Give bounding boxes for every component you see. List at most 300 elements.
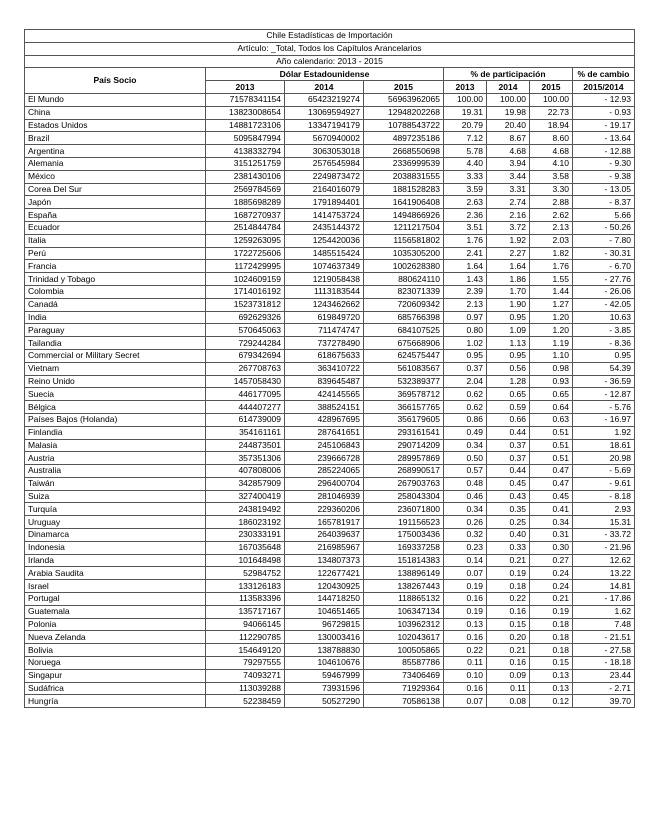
share-2014-cell: 0.21 <box>487 554 530 567</box>
country-name-cell: Hungría <box>25 695 206 708</box>
share-2013-cell: 0.19 <box>444 605 487 618</box>
usd-2013-cell: 154649120 <box>206 644 285 657</box>
usd-2013-cell: 167035648 <box>206 541 285 554</box>
table-row <box>25 106 635 119</box>
usd-2015-cell: 293161541 <box>364 426 444 439</box>
usd-2014-cell: 1414753724 <box>285 209 364 222</box>
usd-2013-cell: 133126183 <box>206 580 285 593</box>
share-2015-cell: 0.27 <box>530 554 573 567</box>
usd-2013-cell: 342857909 <box>206 477 285 490</box>
share-2014-cell: 20.40 <box>487 119 530 132</box>
share-2014-cell: 0.44 <box>487 465 530 478</box>
share-2014-cell: 0.44 <box>487 426 530 439</box>
usd-2014-cell: 2435144372 <box>285 221 364 234</box>
country-name-cell: Australia <box>25 465 206 478</box>
share-2015-cell: 1.10 <box>530 349 573 362</box>
change-2015-2014-cell: 12.62 <box>573 554 635 567</box>
share-2013-cell: 0.16 <box>444 631 487 644</box>
share-2013-cell: 0.32 <box>444 529 487 542</box>
usd-2013-cell: 614739009 <box>206 413 285 426</box>
share-2013-cell: 0.14 <box>444 554 487 567</box>
country-name-cell: Sudáfrica <box>25 682 206 695</box>
share-2015-cell: 0.15 <box>530 657 573 670</box>
share-2014-cell: 0.16 <box>487 657 530 670</box>
country-name-cell: Singapur <box>25 669 206 682</box>
change-2015-2014-cell: 54.39 <box>573 362 635 375</box>
usd-2015-cell: 1494866926 <box>364 209 444 222</box>
usd-2013-cell: 101648498 <box>206 554 285 567</box>
report-period: Año calendario: 2013 - 2015 <box>25 55 635 68</box>
share-2015-cell: 4.68 <box>530 145 573 158</box>
country-name-cell: Brazil <box>25 132 206 145</box>
usd-2013-cell: 14881723106 <box>206 119 285 132</box>
share-2014-cell: 0.15 <box>487 618 530 631</box>
table-row <box>25 247 635 260</box>
usd-2013-cell: 1722725606 <box>206 247 285 260</box>
table-row <box>25 580 635 593</box>
usd-2013-cell: 3151251759 <box>206 157 285 170</box>
change-2015-2014-cell: - 21.96 <box>573 541 635 554</box>
share-2013-cell: 0.07 <box>444 567 487 580</box>
share-2013-cell: 0.86 <box>444 413 487 426</box>
usd-2015-cell: 71929364 <box>364 682 444 695</box>
change-2015-2014-cell: - 27.76 <box>573 273 635 286</box>
usd-2014-cell: 138788830 <box>285 644 364 657</box>
usd-2013-cell: 186023192 <box>206 516 285 529</box>
usd-2014-cell: 1243462662 <box>285 298 364 311</box>
usd-2013-cell: 71578341154 <box>206 93 285 106</box>
usd-2014-cell: 287641651 <box>285 426 364 439</box>
change-2015-2014-cell: - 12.93 <box>573 93 635 106</box>
usd-2015-cell: 258043304 <box>364 490 444 503</box>
share-2013-cell: 0.26 <box>444 516 487 529</box>
country-name-cell: Arabia Saudita <box>25 567 206 580</box>
share-2014-cell: 8.67 <box>487 132 530 145</box>
share-2013-cell: 0.23 <box>444 541 487 554</box>
usd-2015-cell: 720609342 <box>364 298 444 311</box>
share-2015-cell: 0.47 <box>530 465 573 478</box>
share-2014-cell: 0.35 <box>487 503 530 516</box>
share-2014-cell: 0.37 <box>487 439 530 452</box>
usd-2015-cell: 175003436 <box>364 529 444 542</box>
usd-2013-cell: 135717167 <box>206 605 285 618</box>
share-2014-cell: 1.28 <box>487 375 530 388</box>
usd-2015-cell: 12948202268 <box>364 106 444 119</box>
usd-2015-cell: 675668906 <box>364 337 444 350</box>
change-2015-2014-cell: 1.62 <box>573 605 635 618</box>
share-2014-cell: 0.66 <box>487 413 530 426</box>
share-2014-header: 2014 <box>487 81 530 94</box>
share-2014-cell: 3.31 <box>487 183 530 196</box>
country-name-cell: Trinidad y Tobago <box>25 273 206 286</box>
usd-2014-cell: 13347194179 <box>285 119 364 132</box>
change-period-header: 2015/2014 <box>573 81 635 94</box>
table-row <box>25 285 635 298</box>
table-row <box>25 375 635 388</box>
share-2014-cell: 0.43 <box>487 490 530 503</box>
table-row <box>25 260 635 273</box>
share-2013-cell: 100.00 <box>444 93 487 106</box>
share-2015-cell: 1.19 <box>530 337 573 350</box>
share-2015-cell: 0.18 <box>530 618 573 631</box>
share-2013-cell: 0.34 <box>444 439 487 452</box>
country-name-cell: Italia <box>25 234 206 247</box>
table-row <box>25 145 635 158</box>
change-2015-2014-cell: - 12.88 <box>573 145 635 158</box>
share-2014-cell: 1.70 <box>487 285 530 298</box>
usd-2014-cell: 73931596 <box>285 682 364 695</box>
country-name-cell: Japón <box>25 196 206 209</box>
share-2013-cell: 1.76 <box>444 234 487 247</box>
share-2014-cell: 2.74 <box>487 196 530 209</box>
usd-2013-cell: 74093271 <box>206 669 285 682</box>
usd-2015-cell: 73406469 <box>364 669 444 682</box>
usd-2013-cell: 13823008654 <box>206 106 285 119</box>
share-2013-cell: 1.64 <box>444 260 487 273</box>
table-row <box>25 234 635 247</box>
table-row <box>25 311 635 324</box>
change-2015-2014-cell: 0.95 <box>573 349 635 362</box>
usd-2015-cell: 267903763 <box>364 477 444 490</box>
change-2015-2014-cell: - 50.26 <box>573 221 635 234</box>
usd-2014-cell: 144718250 <box>285 593 364 606</box>
usd-2013-cell: 327400419 <box>206 490 285 503</box>
share-2015-cell: 0.24 <box>530 580 573 593</box>
table-row <box>25 503 635 516</box>
share-2015-cell: 0.51 <box>530 426 573 439</box>
usd-2014-cell: 50527290 <box>285 695 364 708</box>
usd-2015-cell: 290714209 <box>364 439 444 452</box>
country-name-cell: Indonesia <box>25 541 206 554</box>
change-2015-2014-cell: - 18.18 <box>573 657 635 670</box>
usd-2013-cell: 5095847994 <box>206 132 285 145</box>
country-name-cell: Estados Unidos <box>25 119 206 132</box>
usd-2013-cell: 444407277 <box>206 401 285 414</box>
share-2014-cell: 0.59 <box>487 401 530 414</box>
share-2015-cell: 0.47 <box>530 477 573 490</box>
usd-2013-cell: 679342694 <box>206 349 285 362</box>
country-name-cell: Bolivia <box>25 644 206 657</box>
usd-2013-cell: 1172429995 <box>206 260 285 273</box>
share-2013-cell: 3.33 <box>444 170 487 183</box>
usd-2014-cell: 216985967 <box>285 541 364 554</box>
share-2013-header: 2013 <box>444 81 487 94</box>
usd-2015-cell: 356179605 <box>364 413 444 426</box>
usd-2015-cell: 1156581802 <box>364 234 444 247</box>
usd-2013-cell: 52238459 <box>206 695 285 708</box>
change-2015-2014-cell: - 30.31 <box>573 247 635 260</box>
share-2015-cell: 0.51 <box>530 452 573 465</box>
change-2015-2014-cell: - 17.86 <box>573 593 635 606</box>
share-2015-cell: 0.31 <box>530 529 573 542</box>
usd-2013-cell: 52984752 <box>206 567 285 580</box>
usd-2014-cell: 264039637 <box>285 529 364 542</box>
usd-2014-cell: 424145565 <box>285 388 364 401</box>
table-row <box>25 401 635 414</box>
change-2015-2014-cell: 5.66 <box>573 209 635 222</box>
usd-2015-cell: 191156523 <box>364 516 444 529</box>
table-row <box>25 273 635 286</box>
share-2015-cell: 1.20 <box>530 324 573 337</box>
table-row <box>25 682 635 695</box>
country-name-cell: Israel <box>25 580 206 593</box>
share-2014-cell: 0.18 <box>487 580 530 593</box>
usd-2014-cell: 122677421 <box>285 567 364 580</box>
table-row <box>25 413 635 426</box>
country-name-cell: Países Bajos (Holanda) <box>25 413 206 426</box>
usd-2014-cell: 229360206 <box>285 503 364 516</box>
country-name-cell: Bélgica <box>25 401 206 414</box>
usd-2015-cell: 70586138 <box>364 695 444 708</box>
usd-2015-cell: 823071339 <box>364 285 444 298</box>
usd-2013-cell: 2514844784 <box>206 221 285 234</box>
share-2015-cell: 1.82 <box>530 247 573 260</box>
usd-2013-cell: 1259263095 <box>206 234 285 247</box>
usd-2014-cell: 2576545984 <box>285 157 364 170</box>
share-2013-cell: 2.63 <box>444 196 487 209</box>
report-title: Chile Estadísticas de Importación <box>25 30 635 43</box>
table-row <box>25 324 635 337</box>
share-2013-cell: 1.02 <box>444 337 487 350</box>
usd-2014-cell: 737278490 <box>285 337 364 350</box>
change-2015-2014-cell: - 8.37 <box>573 196 635 209</box>
share-2015-cell: 1.55 <box>530 273 573 286</box>
usd-2015-cell: 366157765 <box>364 401 444 414</box>
usd-2013-cell: 243819492 <box>206 503 285 516</box>
share-2015-cell: 0.64 <box>530 401 573 414</box>
usd-2013-cell: 1885698289 <box>206 196 285 209</box>
report-article: Artículo: _Total, Todos los Capítulos Arancelarios <box>25 42 635 55</box>
country-name-cell: Turquía <box>25 503 206 516</box>
usd-2015-cell: 684107525 <box>364 324 444 337</box>
usd-2014-cell: 296400704 <box>285 477 364 490</box>
share-2014-cell: 0.95 <box>487 311 530 324</box>
usd-2014-cell: 165781917 <box>285 516 364 529</box>
share-2015-cell: 3.58 <box>530 170 573 183</box>
share-2015-cell: 4.10 <box>530 157 573 170</box>
table-row <box>25 93 635 106</box>
table-row <box>25 631 635 644</box>
share-2013-cell: 0.97 <box>444 311 487 324</box>
usd-2014-cell: 13069594927 <box>285 106 364 119</box>
country-name-cell: Guatemala <box>25 605 206 618</box>
share-2013-cell: 3.51 <box>444 221 487 234</box>
usd-2014-cell: 3063053018 <box>285 145 364 158</box>
change-2015-2014-cell: - 5.76 <box>573 401 635 414</box>
table-row <box>25 119 635 132</box>
change-header: % de cambio <box>573 68 635 81</box>
share-2015-cell: 0.45 <box>530 490 573 503</box>
share-2013-cell: 7.12 <box>444 132 487 145</box>
country-name-cell: Portugal <box>25 593 206 606</box>
usd-2015-cell: 103962312 <box>364 618 444 631</box>
share-2015-cell: 3.30 <box>530 183 573 196</box>
partner-country-header: País Socio <box>25 68 206 94</box>
usd-2015-cell: 1881528283 <box>364 183 444 196</box>
table-row <box>25 529 635 542</box>
usd-2014-cell: 104651465 <box>285 605 364 618</box>
usd-2014-cell: 245106843 <box>285 439 364 452</box>
usd-2013-cell: 113039288 <box>206 682 285 695</box>
table-row <box>25 439 635 452</box>
table-row <box>25 669 635 682</box>
share-2015-cell: 0.18 <box>530 644 573 657</box>
country-name-cell: Tailandia <box>25 337 206 350</box>
share-2014-cell: 0.11 <box>487 682 530 695</box>
country-name-cell: Argentina <box>25 145 206 158</box>
usd-2014-cell: 1219058438 <box>285 273 364 286</box>
table-row <box>25 593 635 606</box>
country-name-cell: Malasia <box>25 439 206 452</box>
share-2013-cell: 0.50 <box>444 452 487 465</box>
country-name-cell: El Mundo <box>25 93 206 106</box>
usd-2015-cell: 138896149 <box>364 567 444 580</box>
share-2014-cell: 0.25 <box>487 516 530 529</box>
share-2015-cell: 0.18 <box>530 631 573 644</box>
share-2014-cell: 1.64 <box>487 260 530 273</box>
share-2014-cell: 0.33 <box>487 541 530 554</box>
country-name-cell: Suiza <box>25 490 206 503</box>
change-2015-2014-cell: - 16.97 <box>573 413 635 426</box>
change-2015-2014-cell: 2.93 <box>573 503 635 516</box>
share-2015-cell: 0.30 <box>530 541 573 554</box>
usd-2014-cell: 388524151 <box>285 401 364 414</box>
share-2013-cell: 2.39 <box>444 285 487 298</box>
table-row <box>25 477 635 490</box>
share-2014-cell: 0.08 <box>487 695 530 708</box>
change-2015-2014-cell: - 36.59 <box>573 375 635 388</box>
share-2013-cell: 2.41 <box>444 247 487 260</box>
table-row <box>25 388 635 401</box>
usd-2014-cell: 1791894401 <box>285 196 364 209</box>
share-2015-cell: 1.76 <box>530 260 573 273</box>
change-2015-2014-cell: - 2.71 <box>573 682 635 695</box>
table-row <box>25 170 635 183</box>
usd-2014-header: 2014 <box>285 81 364 94</box>
share-2013-cell: 5.78 <box>444 145 487 158</box>
share-2015-cell: 18.94 <box>530 119 573 132</box>
share-2014-cell: 0.19 <box>487 567 530 580</box>
table-row <box>25 465 635 478</box>
usd-2014-cell: 120430925 <box>285 580 364 593</box>
usd-2013-cell: 112290785 <box>206 631 285 644</box>
import-statistics-table <box>24 29 635 708</box>
change-2015-2014-cell: - 5.69 <box>573 465 635 478</box>
change-2015-2014-cell: 14.81 <box>573 580 635 593</box>
table-row <box>25 349 635 362</box>
share-2013-cell: 0.62 <box>444 401 487 414</box>
change-2015-2014-cell: 39.70 <box>573 695 635 708</box>
share-2015-cell: 2.62 <box>530 209 573 222</box>
usd-2015-cell: 118865132 <box>364 593 444 606</box>
table-row <box>25 221 635 234</box>
table-row <box>25 644 635 657</box>
usd-2013-cell: 1714016192 <box>206 285 285 298</box>
table-row <box>25 605 635 618</box>
share-2013-cell: 0.13 <box>444 618 487 631</box>
usd-2015-cell: 102043617 <box>364 631 444 644</box>
share-2015-cell: 1.20 <box>530 311 573 324</box>
change-2015-2014-cell: - 9.38 <box>573 170 635 183</box>
country-name-cell: Taiwán <box>25 477 206 490</box>
usd-2015-cell: 236071800 <box>364 503 444 516</box>
share-2013-cell: 20.79 <box>444 119 487 132</box>
country-name-cell: Uruguay <box>25 516 206 529</box>
country-name-cell: China <box>25 106 206 119</box>
usd-2013-header: 2013 <box>206 81 285 94</box>
usd-2014-cell: 281046939 <box>285 490 364 503</box>
share-2015-cell: 0.24 <box>530 567 573 580</box>
usd-2015-cell: 685766398 <box>364 311 444 324</box>
usd-2014-cell: 2249873472 <box>285 170 364 183</box>
share-2013-cell: 3.59 <box>444 183 487 196</box>
share-2013-cell: 0.57 <box>444 465 487 478</box>
share-2013-cell: 0.62 <box>444 388 487 401</box>
usd-2015-cell: 1035305200 <box>364 247 444 260</box>
share-2014-cell: 0.65 <box>487 388 530 401</box>
usd-2013-cell: 354161161 <box>206 426 285 439</box>
table-row <box>25 490 635 503</box>
share-2014-cell: 2.27 <box>487 247 530 260</box>
usd-2013-cell: 729244284 <box>206 337 285 350</box>
table-row <box>25 183 635 196</box>
usd-2015-cell: 10788543722 <box>364 119 444 132</box>
usd-2015-cell: 138267443 <box>364 580 444 593</box>
share-2013-cell: 0.80 <box>444 324 487 337</box>
usd-2015-cell: 880624110 <box>364 273 444 286</box>
table-body <box>25 93 635 707</box>
usd-2014-cell: 96729815 <box>285 618 364 631</box>
usd-2015-cell: 561083567 <box>364 362 444 375</box>
share-2013-cell: 0.19 <box>444 580 487 593</box>
share-2015-cell: 100.00 <box>530 93 573 106</box>
country-name-cell: Ecuador <box>25 221 206 234</box>
country-name-cell: Reino Unido <box>25 375 206 388</box>
country-name-cell: Perú <box>25 247 206 260</box>
change-2015-2014-cell: - 8.36 <box>573 337 635 350</box>
share-2013-cell: 0.49 <box>444 426 487 439</box>
table-row <box>25 337 635 350</box>
share-2015-cell: 2.03 <box>530 234 573 247</box>
table-row <box>25 516 635 529</box>
share-2013-cell: 0.07 <box>444 695 487 708</box>
share-2015-cell: 1.44 <box>530 285 573 298</box>
usd-2015-cell: 2668550698 <box>364 145 444 158</box>
usd-2014-cell: 285224065 <box>285 465 364 478</box>
usd-2015-cell: 151814383 <box>364 554 444 567</box>
change-2015-2014-cell: 15.31 <box>573 516 635 529</box>
share-2015-cell: 2.88 <box>530 196 573 209</box>
usd-2013-cell: 2381430106 <box>206 170 285 183</box>
usd-2013-cell: 1523731812 <box>206 298 285 311</box>
country-name-cell: Polonia <box>25 618 206 631</box>
share-2014-cell: 1.92 <box>487 234 530 247</box>
usd-2015-cell: 369578712 <box>364 388 444 401</box>
share-header: % de participación <box>444 68 573 81</box>
table-row <box>25 298 635 311</box>
change-2015-2014-cell: 1.92 <box>573 426 635 439</box>
change-2015-2014-cell: 20.98 <box>573 452 635 465</box>
share-2013-cell: 0.34 <box>444 503 487 516</box>
usd-2014-cell: 1485515424 <box>285 247 364 260</box>
share-2013-cell: 0.11 <box>444 657 487 670</box>
usd-2014-cell: 1254420036 <box>285 234 364 247</box>
change-2015-2014-cell: - 26.06 <box>573 285 635 298</box>
share-2014-cell: 1.86 <box>487 273 530 286</box>
share-2015-cell: 0.41 <box>530 503 573 516</box>
usd-2015-cell: 2038831555 <box>364 170 444 183</box>
usd-2014-cell: 428967695 <box>285 413 364 426</box>
